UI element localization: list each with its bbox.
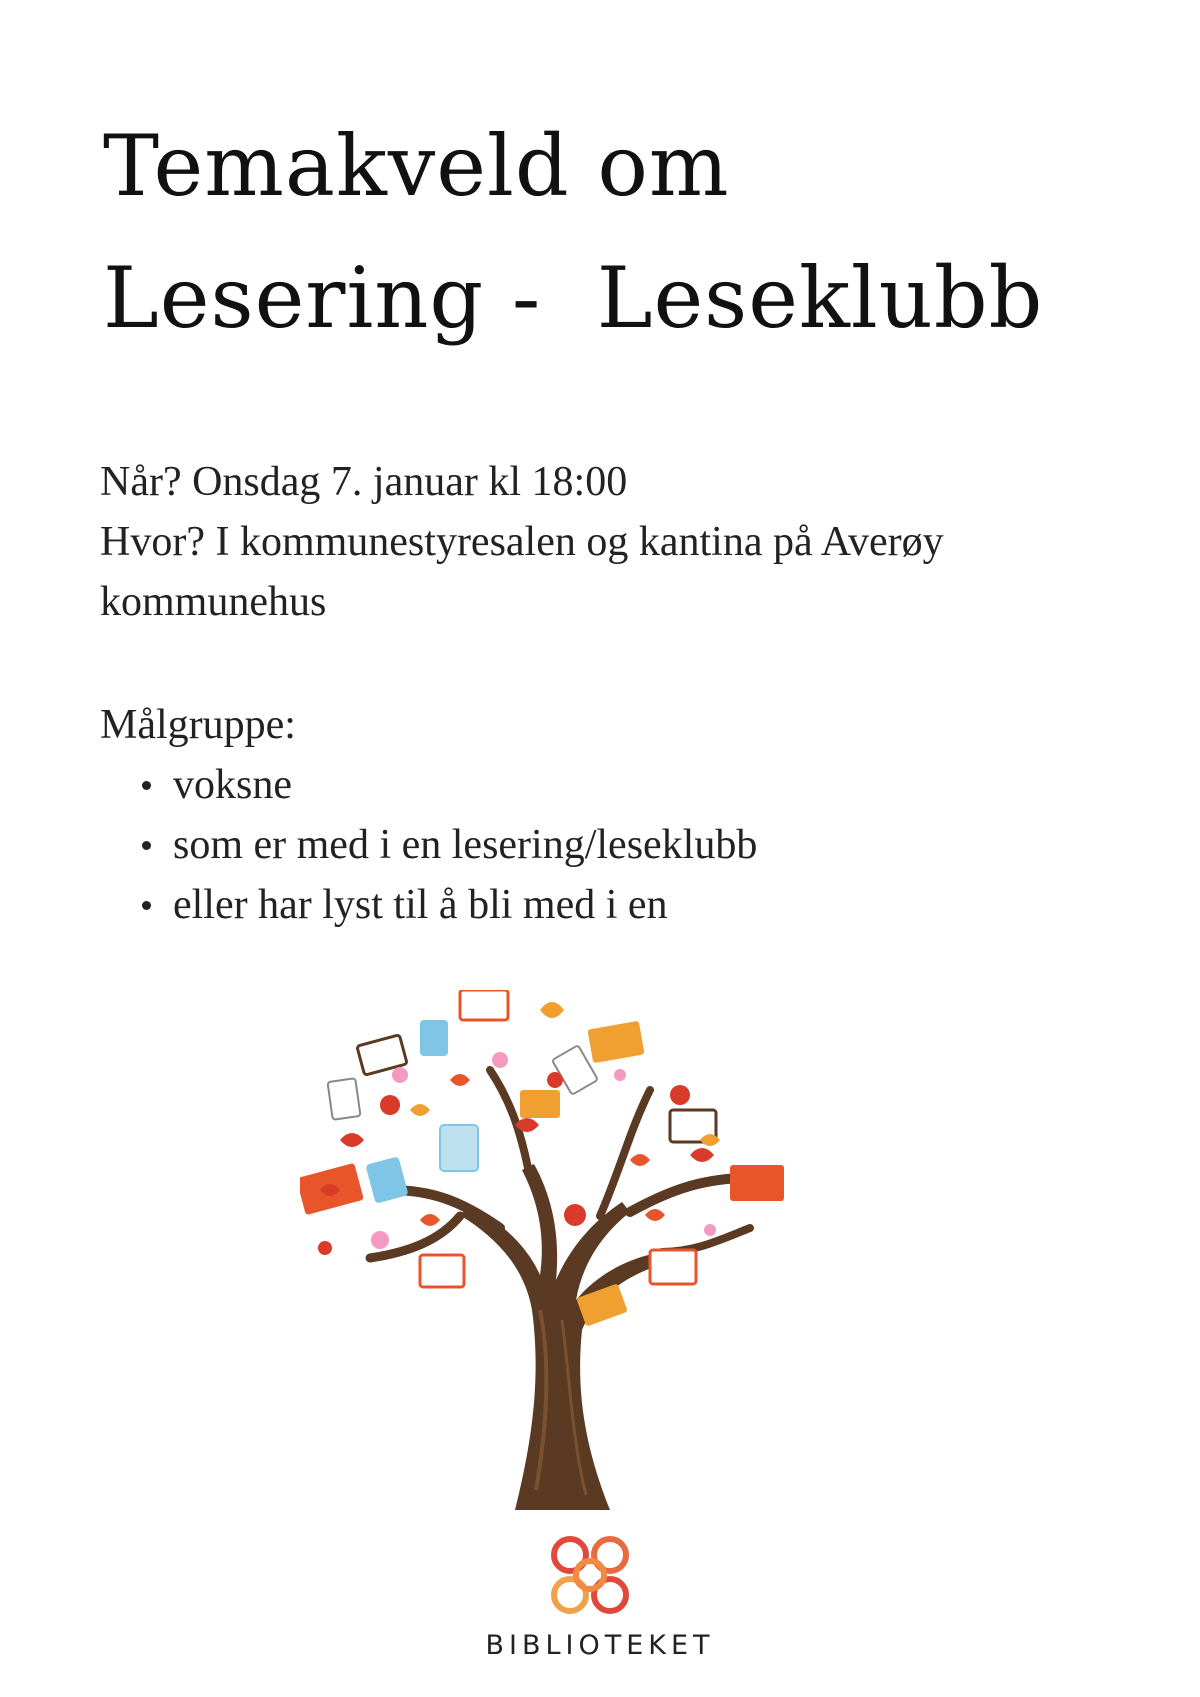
title-line-2: Lesering - Leseklubb <box>103 249 1044 347</box>
event-info <box>100 452 944 632</box>
bullet-icon <box>142 781 151 790</box>
event-when: Når? Onsdag 7. januar kl 18:00 <box>100 459 628 505</box>
list-item <box>100 815 757 875</box>
list-item-text: som er med i en lesering/leseklubb <box>173 822 758 868</box>
library-wordmark: BIBLIOTEKET <box>485 1630 715 1661</box>
title-line-1: Temakveld om <box>103 117 730 215</box>
target-group <box>100 695 757 935</box>
list-item <box>100 755 757 815</box>
book-tree-icon <box>300 990 820 1510</box>
page-title <box>103 100 1043 364</box>
bullet-icon <box>142 841 151 850</box>
event-where-continued: kommunehus <box>100 579 327 625</box>
event-where: Hvor? I kommunestyresalen og kantina på Averøy <box>100 519 944 565</box>
list-item-text: eller har lyst til å bli med i en <box>173 882 668 928</box>
list-item <box>100 875 757 935</box>
bullet-icon <box>142 901 151 910</box>
target-group-list <box>100 755 757 935</box>
target-group-label: Målgruppe: <box>100 702 296 748</box>
biblioteket-logo-icon <box>535 1520 645 1630</box>
list-item-text: voksne <box>173 762 292 808</box>
